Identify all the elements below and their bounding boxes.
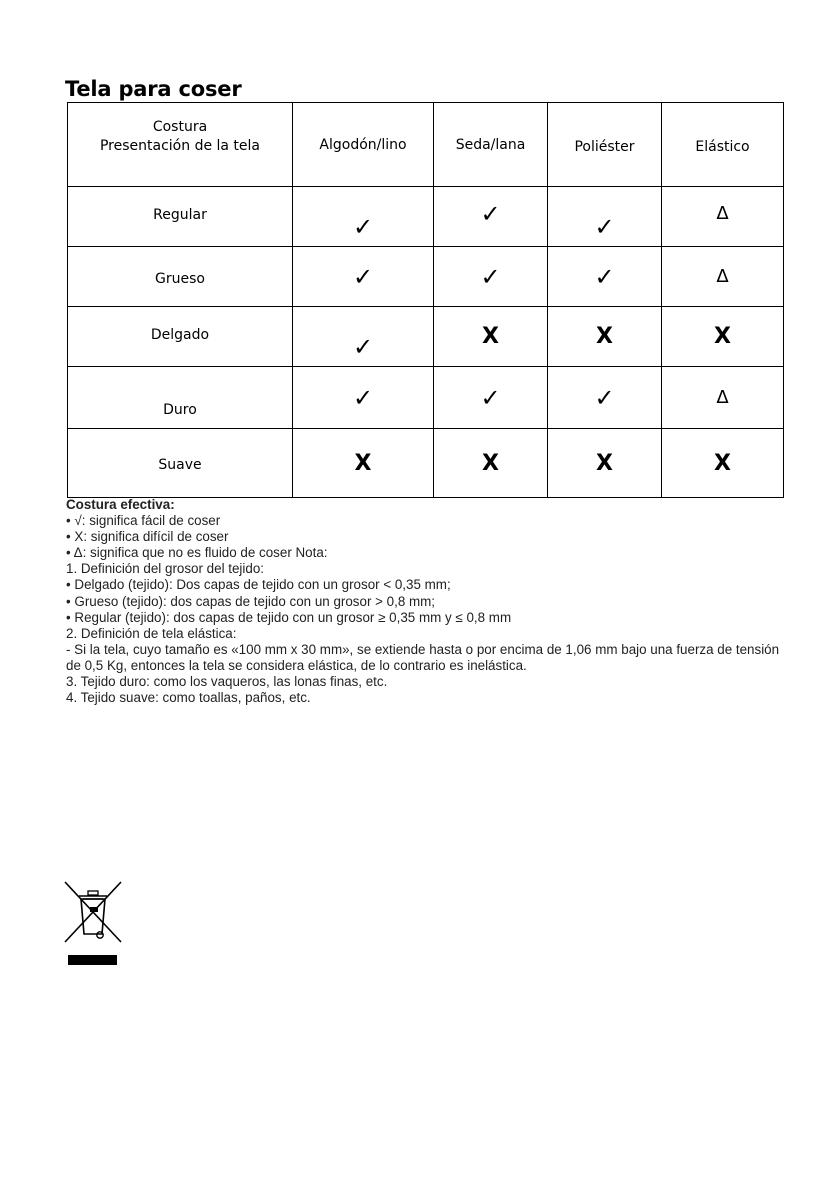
table-row [68, 187, 784, 247]
column-header-poliester: Poliéster [548, 103, 662, 187]
column-header-algodon-lino: Algodón/lino [293, 103, 434, 187]
check-icon: ✓ [352, 212, 374, 241]
cross-icon: X [482, 324, 499, 349]
notes-section [66, 497, 782, 706]
check-icon: ✓ [352, 332, 374, 361]
table-cell [662, 247, 784, 307]
table-cell [548, 429, 662, 498]
table-cell [293, 187, 434, 247]
check-icon: ✓ [594, 212, 615, 241]
delta-icon: Δ [716, 266, 729, 287]
notes-line: 3. Tejido duro: como los vaqueros, las lonas finas, etc. [66, 674, 388, 690]
table-row [68, 307, 784, 367]
cross-icon: X [596, 324, 613, 349]
table-cell [434, 247, 548, 307]
notes-line: • Grueso (tejido): dos capas de tejido con un grosor > 0,8 mm; [66, 593, 436, 609]
table-cell [293, 367, 434, 429]
table-header-row [68, 103, 784, 187]
notes-line: • Delgado (tejido): Dos capas de tejido con un grosor < 0,35 mm; [66, 577, 451, 593]
table-cell [293, 429, 434, 498]
notes-line: • Regular (tejido): dos capas de tejido con un grosor ≥ 0,35 mm y ≤ 0,8 mm [66, 609, 512, 625]
corner-header-line1: Costura [152, 118, 208, 135]
notes-line: 1. Definición del grosor del tejido: [66, 561, 264, 577]
delta-icon: Δ [716, 203, 729, 224]
table-cell [548, 367, 662, 429]
check-icon: ✓ [480, 199, 501, 228]
notes-line: • Δ: significa que no es fluido de coser Nota: [66, 545, 328, 561]
notes-line: • X: significa difícil de coser [66, 529, 229, 545]
corner-header-cell [68, 103, 293, 187]
column-header-seda-lana: Seda/lana [434, 103, 548, 187]
table-row [68, 247, 784, 307]
notes-line: 2. Definición de tela elástica: [66, 625, 237, 641]
notes-line: 4. Tejido suave: como toallas, paños, etc. [66, 690, 311, 706]
table-cell [548, 187, 662, 247]
notes-heading: Costura efectiva: [66, 497, 175, 512]
row-label-duro: Duro [68, 367, 293, 429]
table-cell [434, 307, 548, 367]
corner-header-line2: Presentación de la tela [99, 137, 261, 154]
cross-icon: X [354, 450, 372, 476]
cross-icon: X [596, 450, 613, 476]
delta-icon: Δ [716, 387, 729, 408]
table-cell [548, 247, 662, 307]
cross-icon: X [714, 324, 731, 349]
fabric-sewing-table [67, 102, 784, 498]
row-label-regular: Regular [68, 187, 293, 247]
table-row [68, 367, 784, 429]
notes-line: • √: significa fácil de coser [66, 513, 221, 529]
table-cell [434, 187, 548, 247]
cross-icon: X [482, 450, 499, 476]
table-cell [548, 307, 662, 367]
check-icon: ✓ [594, 383, 615, 412]
check-icon: ✓ [594, 262, 615, 291]
table-cell [662, 429, 784, 498]
table-row [68, 429, 784, 498]
check-icon: ✓ [480, 262, 501, 291]
table-cell [293, 307, 434, 367]
check-icon: ✓ [352, 383, 374, 412]
crossed-out-wheelie-bin-icon [63, 880, 123, 968]
table-cell [662, 307, 784, 367]
table-cell [434, 429, 548, 498]
row-label-grueso: Grueso [68, 247, 293, 307]
column-header-elastico: Elástico [662, 103, 784, 187]
row-label-suave: Suave [68, 429, 293, 498]
table-cell [662, 367, 784, 429]
cross-icon: X [714, 450, 731, 476]
check-icon: ✓ [352, 262, 374, 291]
check-icon: ✓ [480, 383, 501, 412]
page-title: Tela para coser [65, 77, 242, 101]
row-label-delgado: Delgado [68, 307, 293, 367]
table-cell [662, 187, 784, 247]
table-cell [434, 367, 548, 429]
table-cell [293, 247, 434, 307]
notes-line: - Si la tela, cuyo tamaño es «100 mm x 30 mm», se extiende hasta o por encima de 1,06 mm bajo una fuerza de tensión de 0,5 Kg, entonces la tela se considera elástica, de lo contrario es inelástica. [66, 641, 780, 673]
